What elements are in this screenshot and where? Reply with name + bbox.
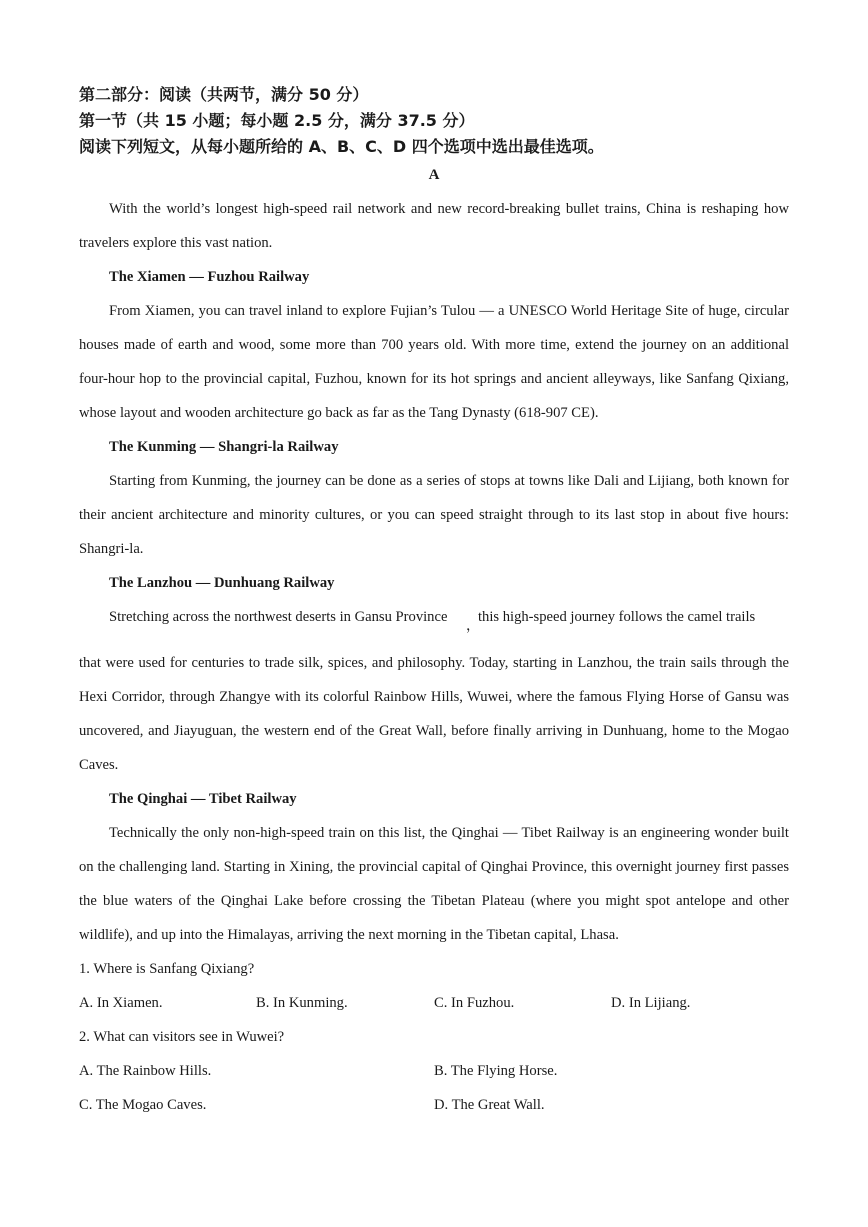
document-page <box>79 82 789 1122</box>
option-a[interactable]: A. The Rainbow Hills. <box>79 1063 212 1079</box>
passage-intro: With the world’s longest high-speed rail network and new record-breaking bullet trains, China is reshaping how travelers explore this vast nation. <box>79 201 789 251</box>
option-b[interactable]: B. The Flying Horse. <box>434 1063 558 1079</box>
question-options-row-2 <box>79 1088 789 1122</box>
option-d[interactable]: D. The Great Wall. <box>434 1097 545 1113</box>
instructions: 阅读下列短文，从每小题所给的 A、B、C、D 四个选项中选出最佳选项。 <box>79 137 604 156</box>
option-a[interactable]: A. In Xiamen. <box>79 995 163 1011</box>
section-title-lanzhou: The Lanzhou — Dunhuang Railway <box>109 575 335 591</box>
section-text-lanzhou-first-line <box>79 600 789 646</box>
question-stem: 1. Where is Sanfang Qixiang? <box>79 961 255 977</box>
option-c[interactable]: C. The Mogao Caves. <box>79 1097 207 1113</box>
passage-letter: A <box>428 167 440 183</box>
section-text-lanzhou-comma: ， <box>466 619 480 634</box>
section-text-lanzhou-part-b: this high-speed journey follows the camel trails <box>478 609 756 625</box>
section-text-kunming: Starting from Kunming, the journey can be done as a series of stops at towns like Dali and Lijiang, both known for their ancient architecture and minority cultures, or you can speed straight through to its last stop in about five hours: Shangri-la. <box>79 473 789 557</box>
section-text-lanzhou-rest: that were used for centuries to trade silk, spices, and philosophy. Today, starting in Lanzhou, the train sails through the Hexi Corridor, through Zhangye with its colorful Rainbow Hills, Wuwei, where the famous Flying Horse of Gansu was uncovered, and Jiayuguan, the western end of the Great Wall, before finally arriving in Dunhuang, home to the Mogao Caves. <box>79 655 789 773</box>
question-options <box>79 986 789 1020</box>
question-options-row-1 <box>79 1054 789 1088</box>
question-stem: 2. What can visitors see in Wuwei? <box>79 1029 285 1045</box>
section-title-xiamen: The Xiamen — Fuzhou Railway <box>109 269 310 285</box>
section-text-qinghai: Technically the only non-high-speed train on this list, the Qinghai — Tibet Railway is an engineering wonder built on the challenging land. Starting in Xining, the provincial capital of Qinghai Province, this overnight journey first passes the blue waters of the Qinghai Lake before crossing the Tibetan Plateau (where you might spot antelope and other wildlife), and up into the Himalayas, arriving the next morning in the Tibetan capital, Lhasa. <box>79 825 789 943</box>
section-text-xiamen: From Xiamen, you can travel inland to explore Fujian’s Tulou — a UNESCO World Heritage Site of huge, circular houses made of earth and wood, some more than 700 years old. With more time, extend the journey on an additional four-hour hop to the provincial capital, Fuzhou, known for its hot springs and ancient alleyways, like Sanfang Qixiang, whose layout and wooden architecture go back as far as the Tang Dynasty (618-907 CE). <box>79 303 789 421</box>
section-title-kunming: The Kunming — Shangri-la Railway <box>109 439 339 455</box>
section-heading: 第二部分：阅读（共两节，满分 50 分） <box>79 85 369 104</box>
option-d[interactable]: D. In Lijiang. <box>611 995 691 1011</box>
option-b[interactable]: B. In Kunming. <box>256 995 348 1011</box>
subsection-heading: 第一节（共 15 小题；每小题 2.5 分，满分 37.5 分） <box>79 111 475 130</box>
section-title-qinghai: The Qinghai — Tibet Railway <box>109 791 297 807</box>
option-c[interactable]: C. In Fuzhou. <box>434 995 515 1011</box>
section-text-lanzhou-part-a: Stretching across the northwest deserts in Gansu Province <box>109 609 448 625</box>
